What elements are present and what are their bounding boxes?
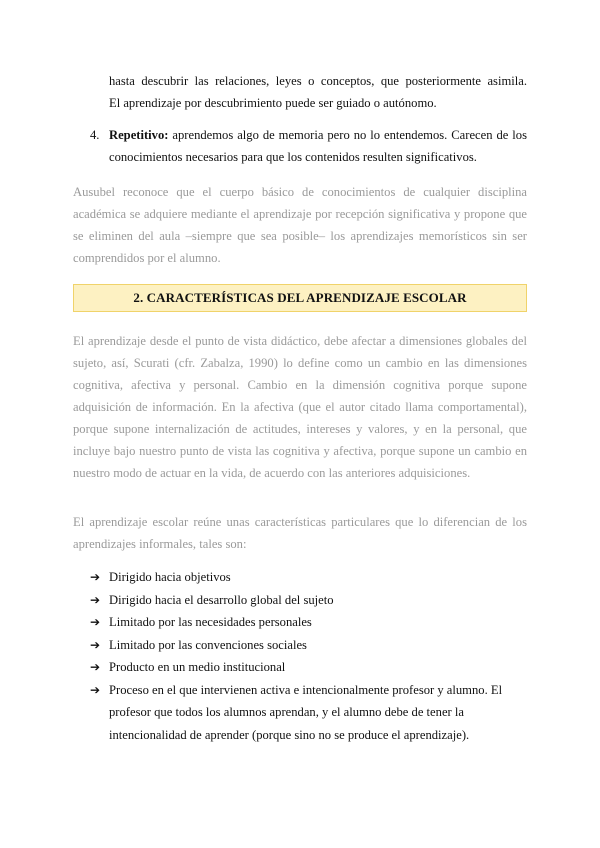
list-item-number: 4. bbox=[90, 128, 100, 142]
section-heading bbox=[73, 284, 527, 312]
list-item bbox=[90, 566, 527, 589]
list-item-term: Repetitivo: bbox=[109, 128, 169, 142]
list-item-body bbox=[109, 124, 527, 168]
list-item bbox=[90, 589, 527, 612]
continuation-line-2: El aprendizaje por descubrimiento puede ser guiado o autónomo. bbox=[109, 96, 437, 110]
section-heading-text: 2. CARACTERÍSTICAS DEL APRENDIZAJE ESCOLAR bbox=[133, 290, 467, 305]
list-item-text: Dirigido hacia objetivos bbox=[109, 570, 231, 584]
arrow-right-icon: ➔ bbox=[90, 682, 101, 697]
paragraph-didactic: El aprendizaje desde el punto de vista didáctico, debe afectar a dimensiones globales del sujeto, así, Scurati (cfr. Zabalza, 1990) lo define como un cambio en las dimensiones cognitiva, afectiva y personal. Cambio en la dimensión cognitiva porque supone adquisición de información. En la afectiva (que el autor citado llama comportamental), porque supone internalización de actitudes, intereses y valores, y en la personal, que incluye bajo nuestro punto de vista las cognitiva y afectiva, porque supone un cambio en nuestro modo de actuar en la vida, de acuerdo con las anteriores adquisiciones. bbox=[73, 334, 527, 480]
list-item-text: Limitado por las convenciones sociales bbox=[109, 637, 307, 652]
arrow-right-icon: ➔ bbox=[90, 660, 101, 674]
list-item bbox=[90, 656, 527, 679]
list-item-description: aprendemos algo de memoria pero no lo entendemos. Carecen de los conocimientos necesarios para que los contenidos resulten significativos. bbox=[109, 128, 527, 164]
list-item bbox=[90, 611, 527, 634]
list-item bbox=[90, 634, 527, 657]
list-item-text: Producto en un medio institucional bbox=[109, 660, 286, 674]
arrow-right-icon: ➔ bbox=[90, 570, 101, 584]
list-item-text: Proceso en el que intervienen activa e intencionalmente profesor y alumno. El profesor que todos los alumnos aprendan, y el alumno debe de tener la intencionalidad de aprender (porque sino no se produce el aprendizaje). bbox=[109, 682, 503, 742]
list-item-repetitivo bbox=[90, 124, 527, 168]
paragraph-ausubel: Ausubel reconoce que el cuerpo básico de conocimientos de cualquier disciplina académica se adquiere mediante el aprendizaje por recepción significativa y propone que se eliminen del aula –siempre que sea posible– los aprendizajes memorísticos sin ser comprendidos por el alumno. bbox=[73, 185, 527, 265]
characteristics-list bbox=[90, 566, 527, 746]
list-item bbox=[90, 679, 527, 747]
paragraph-intro: El aprendizaje escolar reúne unas características particulares que lo diferencian de los aprendizajes informales, tales son: bbox=[73, 515, 527, 551]
arrow-right-icon: ➔ bbox=[90, 637, 101, 652]
list-item-text: Dirigido hacia el desarrollo global del sujeto bbox=[109, 592, 334, 607]
arrow-right-icon: ➔ bbox=[90, 592, 101, 607]
continuation-text bbox=[109, 70, 527, 114]
continuation-line-1: hasta descubrir las relaciones, leyes o conceptos, que posteriormente asimila. bbox=[109, 74, 527, 88]
list-item-text: Limitado por las necesidades personales bbox=[109, 615, 312, 629]
arrow-right-icon: ➔ bbox=[90, 615, 101, 629]
